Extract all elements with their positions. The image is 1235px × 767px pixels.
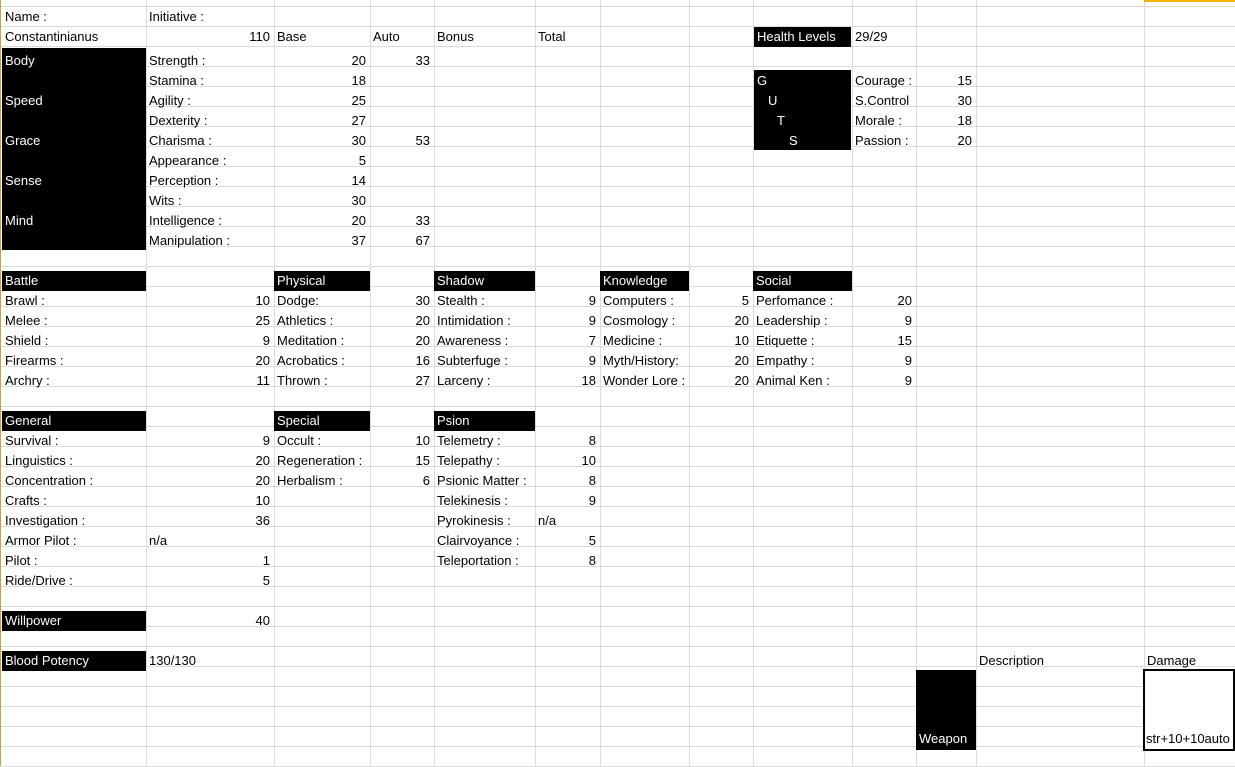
attribute-base-cell[interactable]: 5 (358, 153, 366, 168)
col-header-total: Total (538, 29, 566, 44)
skill-group-header-social: Social (753, 271, 852, 291)
skill-value-cell[interactable]: 16 (415, 353, 430, 368)
skill-label: Linguistics : (5, 453, 73, 468)
initiative-label: Initiative : (149, 9, 204, 24)
attribute-auto-cell[interactable] (370, 111, 434, 131)
skill-value-cell[interactable]: 10 (415, 433, 430, 448)
skill-value-cell[interactable]: 8 (588, 473, 596, 488)
grid-row-line (0, 266, 1235, 267)
blood-potency-label: Blood Potency (2, 651, 146, 671)
skill-label: Meditation : (277, 333, 345, 348)
skill-label: Survival : (5, 433, 59, 448)
skill-label: Myth/History: (603, 353, 679, 368)
skill-label: Regeneration : (277, 453, 363, 468)
grid-row-line (0, 606, 1235, 607)
attribute-auto-cell[interactable] (370, 171, 434, 191)
attr-group-speed: Speed (5, 93, 43, 108)
skill-value-cell[interactable]: 9 (904, 313, 912, 328)
skill-value-cell[interactable]: 8 (588, 553, 596, 568)
attribute-auto-cell[interactable] (370, 191, 434, 211)
skill-label: Intimidation : (437, 313, 511, 328)
skill-label: Awareness : (437, 333, 509, 348)
skill-label: Archry : (5, 373, 50, 388)
skill-label: Shield : (5, 333, 49, 348)
skill-label: Etiquette : (756, 333, 815, 348)
attribute-label: Appearance : (149, 153, 227, 168)
attribute-label: Wits : (149, 193, 182, 208)
attribute-auto-cell[interactable]: 67 (415, 233, 430, 248)
skill-label: Investigation : (5, 513, 86, 528)
skill-label: Herbalism : (277, 473, 343, 488)
skill-value-cell[interactable]: 9 (588, 313, 596, 328)
skill-group-header-shadow: Shadow (434, 271, 535, 291)
attribute-auto-cell[interactable]: 53 (415, 133, 430, 148)
attr-group-body: Body (5, 53, 35, 68)
skill-label: Clairvoyance : (437, 533, 520, 548)
skill-value-cell[interactable]: 15 (415, 453, 430, 468)
skill-label: Concentration : (5, 473, 94, 488)
skill-label: Animal Ken : (756, 373, 830, 388)
guts-value-cell[interactable]: 15 (957, 73, 972, 88)
skill-value-cell[interactable]: 7 (588, 333, 596, 348)
skill-label: Subterfuge : (437, 353, 508, 368)
skill-value-cell[interactable]: 9 (904, 373, 912, 388)
skill-value-cell[interactable]: 20 (415, 333, 430, 348)
attr-group-sense: Sense (5, 173, 42, 188)
skill-label: Ride/Drive : (5, 573, 73, 588)
skill-label: Melee : (5, 313, 48, 328)
guts-label: Morale : (855, 113, 902, 128)
skill-label: Firearms : (5, 353, 64, 368)
attribute-base-cell[interactable]: 30 (351, 133, 366, 148)
skill-value-cell[interactable]: 36 (255, 513, 270, 528)
skill-value-cell[interactable]: 10 (255, 493, 270, 508)
name-label: Name : (5, 9, 47, 24)
skill-value-cell[interactable]: 5 (741, 293, 749, 308)
attribute-label: Strength : (149, 53, 206, 68)
guts-letter-u: U (768, 93, 778, 108)
attribute-base-cell[interactable]: 27 (351, 113, 366, 128)
skill-value-cell[interactable]: 15 (897, 333, 912, 348)
guts-value-cell[interactable]: 30 (957, 93, 972, 108)
grid-row-line (0, 406, 1235, 407)
skill-label: Telepathy : (437, 453, 500, 468)
skill-label: Acrobatics : (277, 353, 345, 368)
skill-label: Pyrokinesis : (437, 513, 511, 528)
skill-label: Telemetry : (437, 433, 501, 448)
skill-label: Thrown : (277, 373, 328, 388)
skill-label: Leadership : (756, 313, 828, 328)
weapon-damage-value[interactable]: str+10+10auto (1146, 731, 1230, 746)
willpower-label: Willpower (2, 611, 146, 631)
guts-label: Passion : (855, 133, 909, 148)
weapon-description-header: Description (979, 653, 1045, 668)
attr-group-grace: Grace (5, 133, 41, 148)
skill-value-cell[interactable]: 5 (588, 533, 596, 548)
skill-value-cell[interactable]: 8 (588, 433, 596, 448)
skill-label: Empathy : (756, 353, 815, 368)
attribute-base-cell[interactable]: 18 (351, 73, 366, 88)
skill-label: Computers : (603, 293, 674, 308)
skill-value-cell[interactable]: 9 (262, 333, 270, 348)
health-levels-value[interactable]: 29/29 (855, 29, 888, 44)
skill-label: Psionic Matter : (437, 473, 527, 488)
col-header-auto: Auto (373, 29, 400, 44)
skill-value-cell[interactable]: 20 (255, 453, 270, 468)
skill-value-cell[interactable]: 20 (255, 353, 270, 368)
willpower-value[interactable]: 40 (255, 613, 270, 628)
attribute-base-cell[interactable]: 25 (351, 93, 366, 108)
skill-value-cell[interactable]: 9 (588, 353, 596, 368)
attribute-auto-cell[interactable] (370, 91, 434, 111)
skill-value-cell[interactable]: 1 (262, 553, 270, 568)
guts-letter-g: G (757, 73, 768, 88)
blood-potency-value[interactable]: 130/130 (149, 653, 196, 668)
attribute-base-cell[interactable]: 20 (351, 53, 366, 68)
weapon-label: Weapon (919, 731, 968, 746)
attribute-label: Charisma : (149, 133, 212, 148)
skill-label: Larceny : (437, 373, 491, 388)
skill-label: Telekinesis : (437, 493, 508, 508)
guts-letter-s: S (789, 133, 798, 148)
attribute-auto-cell[interactable] (370, 71, 434, 91)
attribute-base-cell[interactable]: 30 (351, 193, 366, 208)
skill-value-cell[interactable]: 30 (415, 293, 430, 308)
skill-value-cell[interactable]: n/a (538, 513, 557, 528)
skill-group-header-battle: Battle (2, 271, 146, 291)
attribute-label: Intelligence : (149, 213, 222, 228)
skill-value-cell[interactable]: 10 (581, 453, 596, 468)
col-header-base: Base (277, 29, 307, 44)
attribute-label: Dexterity : (149, 113, 208, 128)
skill-label: Brawl : (5, 293, 45, 308)
attribute-label: Agility : (149, 93, 191, 108)
skill-group-header-physical: Physical (274, 271, 370, 291)
skill-value-cell[interactable]: 20 (734, 373, 749, 388)
active-cell-indicator (1144, 0, 1235, 2)
skill-label: Medicine : (603, 333, 663, 348)
grid-row-line (0, 686, 1235, 687)
guts-value-cell[interactable]: 20 (957, 133, 972, 148)
skill-label: Cosmology : (603, 313, 676, 328)
grid-row-line (0, 646, 1235, 647)
skill-label: Crafts : (5, 493, 47, 508)
skill-value-cell[interactable]: 20 (734, 353, 749, 368)
attribute-label: Stamina : (149, 73, 204, 88)
skill-value-cell[interactable]: 18 (581, 373, 596, 388)
attribute-label: Manipulation : (149, 233, 230, 248)
guts-letter-t: T (777, 113, 785, 128)
grid-row-line (0, 726, 1235, 727)
skill-value-cell[interactable]: 9 (262, 433, 270, 448)
skill-value-cell[interactable]: 10 (255, 293, 270, 308)
attr-group-mind: Mind (5, 213, 34, 228)
health-levels-label: Health Levels (754, 27, 851, 47)
attribute-base-cell[interactable]: 37 (351, 233, 366, 248)
skill-value-cell[interactable]: 9 (904, 353, 912, 368)
skill-value-cell[interactable]: 10 (734, 333, 749, 348)
skill-group-header-special: Special (274, 411, 370, 431)
initiative-value-cell[interactable]: 110 (249, 29, 270, 44)
guts-value-cell[interactable]: 18 (957, 113, 972, 128)
skill-label: Perfomance : (756, 293, 834, 308)
character-name-cell[interactable]: Constantinianus (5, 29, 99, 44)
attribute-auto-cell[interactable]: 33 (415, 53, 430, 68)
skill-label: Dodge: (277, 293, 319, 308)
skill-value-cell[interactable]: 27 (415, 373, 430, 388)
guts-label: Courage : (855, 73, 913, 88)
skill-label: Teleportation : (437, 553, 519, 568)
skill-value-cell[interactable]: 9 (588, 293, 596, 308)
col-header-bonus: Bonus (437, 29, 474, 44)
skill-value-cell[interactable]: 20 (734, 313, 749, 328)
skill-value-cell[interactable]: n/a (149, 533, 168, 548)
skill-label: Wonder Lore : (603, 373, 686, 388)
skill-value-cell[interactable]: 20 (897, 293, 912, 308)
skill-value-cell[interactable]: 9 (588, 493, 596, 508)
grid-row-line (0, 746, 1235, 747)
skill-value-cell[interactable]: 20 (415, 313, 430, 328)
skill-value-cell[interactable]: 5 (262, 573, 270, 588)
sheet-left-edge (0, 0, 1, 766)
attribute-auto-cell[interactable] (370, 151, 434, 171)
skill-label: Stealth : (437, 293, 485, 308)
skill-label: Pilot : (5, 553, 38, 568)
guts-label: S.Control (855, 93, 910, 108)
weapon-damage-header: Damage (1147, 653, 1197, 668)
skill-value-cell[interactable]: 6 (422, 473, 430, 488)
skill-group-header-general: General (2, 411, 146, 431)
grid-row-line (0, 426, 1235, 427)
skill-value-cell[interactable]: 11 (256, 373, 270, 388)
attribute-base-cell[interactable]: 20 (351, 213, 366, 228)
grid-row-line (0, 706, 1235, 707)
attribute-base-cell[interactable]: 14 (351, 173, 366, 188)
skill-value-cell[interactable]: 20 (255, 473, 270, 488)
skill-label: Armor Pilot : (5, 533, 77, 548)
skill-label: Occult : (277, 433, 322, 448)
skill-value-cell[interactable]: 25 (255, 313, 270, 328)
attribute-auto-cell[interactable]: 33 (415, 213, 430, 228)
attribute-label: Perception : (149, 173, 219, 188)
skill-group-header-knowledge: Knowledge (600, 271, 689, 291)
skill-label: Athletics : (277, 313, 334, 328)
skill-group-header-psion: Psion (434, 411, 535, 431)
